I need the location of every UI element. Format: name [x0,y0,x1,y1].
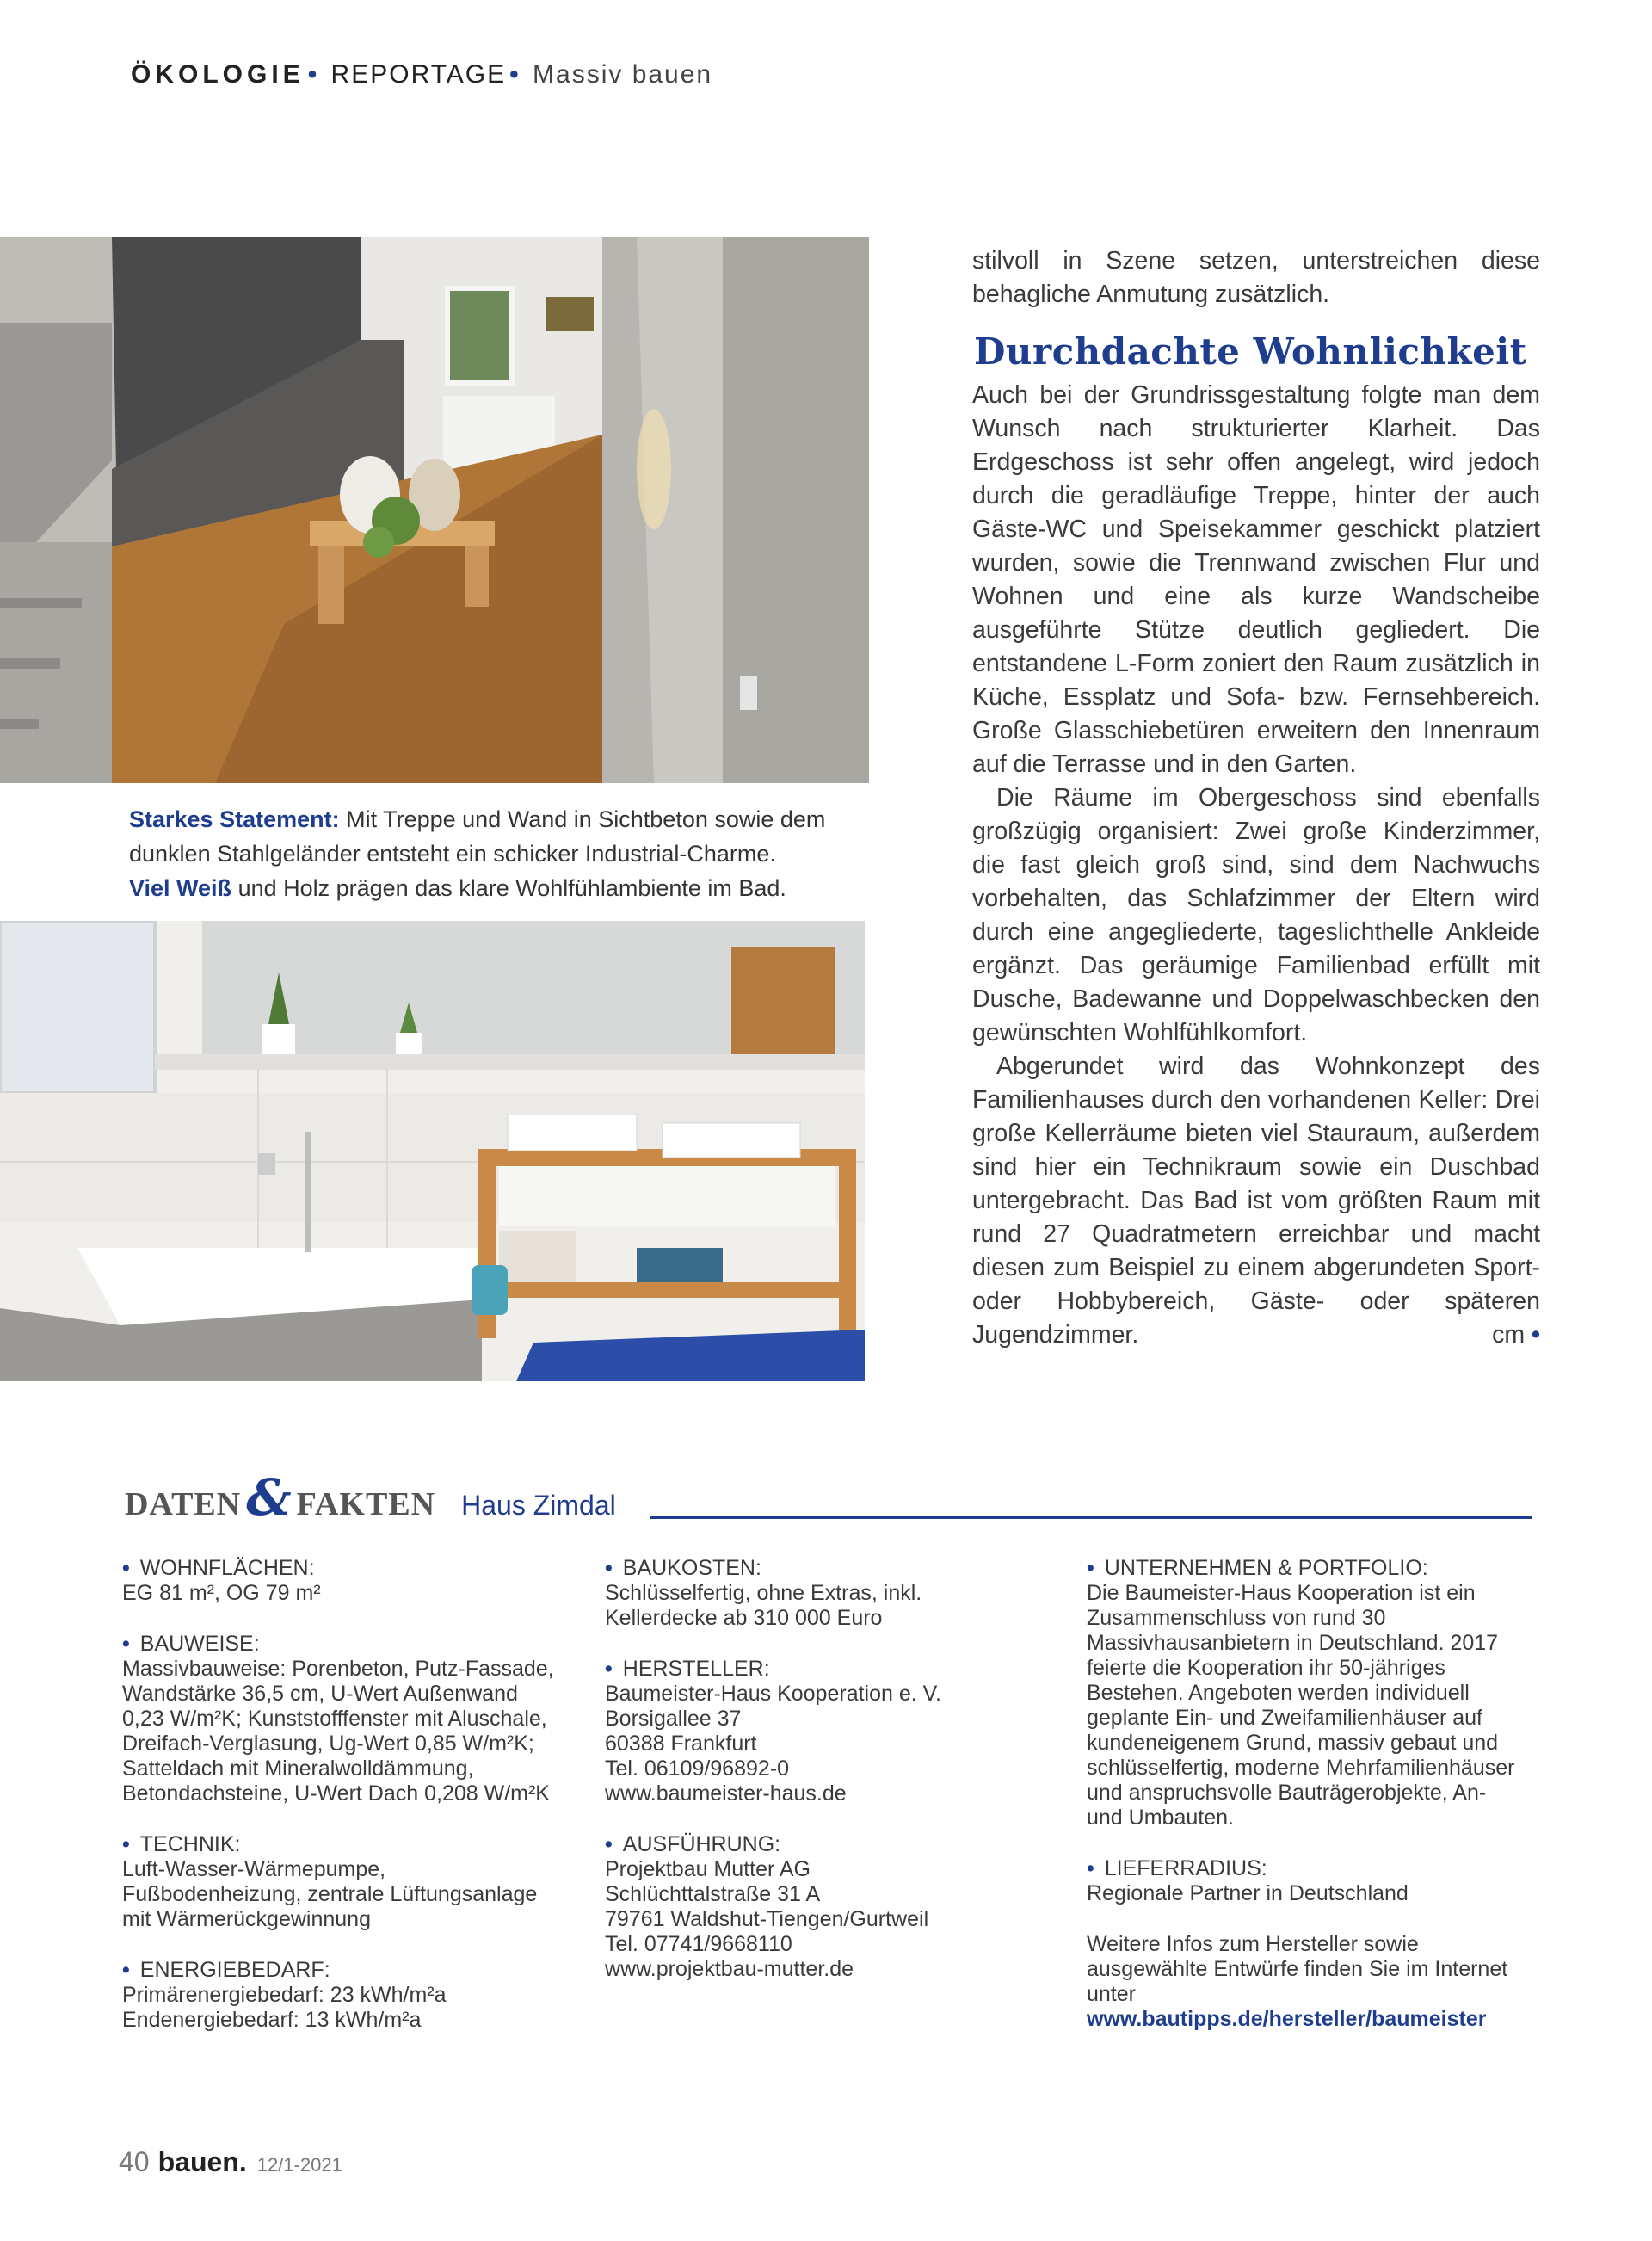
fact-text: Baumeister-Haus Kooperation e. V. Borsigallee 37 60388 Frankfurt Tel. 06109/96892-0 www.baumeister-haus.de [605,1682,941,1806]
more-info-text: Weitere Infos zum Hersteller sowie ausgewählte Entwürfe finden Sie im Internet unter [1087,1932,1508,2006]
fact-label: BAUWEISE: [139,1632,260,1656]
fact-text: Luft-Wasser-Wärmepumpe, Fußbodenheizung, zentrale Lüftungsanlage mit Wärmerückgewinnung [122,1857,538,1931]
bullet-icon: • [1087,1556,1094,1580]
facts-title-right: FAKTEN [296,1486,436,1522]
fact-text: Schlüsselfertig, ohne Extras, inkl. Kellerdecke ab 310 000 Euro [605,1581,922,1630]
fact-text: Regionale Partner in Deutschland [1087,1881,1409,1905]
issue-label: 12/1-2021 [256,2154,342,2176]
fact-text: Primärenergiebedarf: 23 kWh/m²a Endenergiebedarf: 13 kWh/m²a [122,1983,447,2032]
bullet-icon: • [1087,1856,1094,1880]
author-signature [1468,1318,1540,1352]
fact-label: BAUKOSTEN: [622,1556,761,1580]
article-intro [972,244,1540,312]
end-mark-icon: • [1532,1321,1540,1349]
facts-title-left: DATEN [125,1486,242,1522]
magazine-name: bauen. [157,2146,247,2177]
article-body [972,379,1540,1352]
facts-subtitle: Haus Zimdal [461,1490,616,1521]
bullet-icon: • [122,1556,130,1580]
section-label: ÖKOLOGIE [131,60,305,89]
page-number: 40 [119,2146,150,2177]
facts-column-2 [605,1556,1035,2008]
fact-text: Massivbauweise: Porenbeton, Putz-Fassade, Wandstärke 36,5 cm, U-Wert Außenwand 0,23 W/m²K; Kunststofffenster mit Aluschale, Dreifach-Verglasung, Ug-Wert 0,85 W/m²K; Satteldach mit Mineralwolldämmung, Betondachsteine, U-Wert Dach 0,208 W/m²K [122,1657,554,1806]
fact-label: TECHNIK: [139,1832,241,1856]
photo-bathroom [0,921,865,1381]
fact-label: UNTERNEHMEN & PORTFOLIO: [1104,1556,1428,1580]
fact-label: ENERGIEBEDARF: [139,1958,330,1982]
bullet-icon: • [307,60,319,89]
fact-item [1087,1856,1521,1906]
more-info-link[interactable]: www.bautipps.de/hersteller/baumeister [1087,2007,1487,2031]
photo-caption [129,802,878,905]
bullet-icon: • [605,1657,613,1681]
fact-label: AUSFÜHRUNG: [622,1832,781,1856]
more-info [1087,1932,1521,2032]
bullet-icon: • [122,1832,130,1856]
fact-label: HERSTELLER: [622,1657,770,1681]
fact-label: LIEFERRADIUS: [1104,1856,1267,1880]
fact-text: EG 81 m², OG 79 m² [122,1581,321,1605]
bullet-icon: • [509,60,521,89]
bullet-icon: • [605,1832,613,1856]
section-header [131,60,712,90]
caption-lead-2: Viel Weiß [129,875,232,901]
fact-item [122,1556,565,1606]
author-initials: cm [1492,1321,1526,1349]
caption-lead-1: Starkes Statement: [129,806,340,832]
facts-column-3 [1087,1556,1521,2058]
caption-text-1: Mit Treppe und Wand in Sichtbeton sowie dem dunklen Stahlgeländer entsteht ein schicker Industrial-Charme. [129,806,826,867]
topic-label: Massiv bauen [533,60,713,89]
facts-title [125,1468,616,1527]
caption-text-2: und Holz prägen das klare Wohlfühlambiente im Bad. [231,875,786,901]
fact-text: Die Baumeister-Haus Kooperation ist ein Zusammenschluss von rund 30 Massivhausanbietern in Deutschland. 2017 feierte die Kooperation ihr 50-jähriges Bestehen. Angeboten werden individuell geplante Ein- und Zweifamilienhäuser auf kundeneigenem Grund, massiv gebaut und schlüsselfertig, moderne Mehrfamilienhäuser und anspruchsvolle Bauträgerobjekte, An- und Umbauten. [1087,1581,1515,1830]
bullet-icon: • [122,1632,130,1656]
bullet-icon: • [122,1958,130,1982]
fact-item [1087,1556,1521,1830]
fact-text: Projektbau Mutter AG Schlüchttalstraße 31 A 79761 Waldshut-Tiengen/Gurtweil Tel. 07741/9668110 www.projektbau-mutter.de [605,1857,929,1981]
fact-item [122,1832,565,1932]
fact-item [605,1657,1035,1806]
category-label: REPORTAGE [330,60,507,89]
fact-item [605,1556,1035,1631]
ampersand-icon: & [246,1468,292,1527]
fact-item [122,1632,565,1806]
facts-divider [650,1516,1532,1519]
bullet-icon: • [605,1556,613,1580]
article-subheading: Durchdachte Wohnlichkeit [974,330,1527,373]
article-paragraph-3-text: Abgerundet wird das Wohnkonzept des Familienhauses durch den vorhandenen Keller: Drei große Kellerräume bieten viel Stauraum, außerdem sind hier ein Technikraum sowie ein Duschbad untergebracht. Das Bad ist vom größten Raum mit rund 27 Quadratmetern erreichbar und macht diesen zum Beispiel zu einem abgerundeten Sport- oder Hobbybereich, Gäste- oder späteren Jugendzimmer. [972,1053,1540,1349]
fact-item [605,1832,1035,1982]
intro-paragraph: stilvoll in Szene setzen, unterstreichen diese behagliche Anmutung zusätzlich. [972,247,1540,308]
article-paragraph-3 [972,1050,1540,1352]
fact-label: WOHNFLÄCHEN: [139,1556,315,1580]
fact-item [122,1958,565,2033]
article-paragraph-2: Die Räume im Obergeschoss sind ebenfalls großzügig organisiert: Zwei große Kinderzimmer, die fast gleich groß sind, sind dem Nachwuchs vorbehalten, das Schlafzimmer der Eltern wird durch eine angegliederte, tageslichthelle Ankleide ergänzt. Das geräumige Familienbad erfüllt mit Dusche, Badewanne und Doppelwaschbecken den gewünschten Wohlfühlkomfort. [972,784,1540,1046]
article-paragraph-1: Auch bei der Grundrissgestaltung folgte man dem Wunsch nach strukturierter Klarheit. Das Erdgeschoss ist sehr offen angelegt, wird jedoch durch die geradläufige Treppe, hinter der auch Gäste-WC und Speisekammer geschickt platziert wurden, sowie die Trennwand zwischen Flur und Wohnen und eine als kurze Wandscheibe ausgeführte Stütze deutlich gegliedert. Die entstandene L-Form zoniert den Raum zusätzlich in Küche, Essplatz und Sofa- bzw. Fernsehbereich. Große Glasschiebetüren erweitern den Innenraum auf die Terrasse und in den Garten. [972,381,1540,778]
facts-column-1 [122,1556,565,2059]
photo-staircase-hallway [0,237,869,783]
page-footer [119,2146,342,2178]
